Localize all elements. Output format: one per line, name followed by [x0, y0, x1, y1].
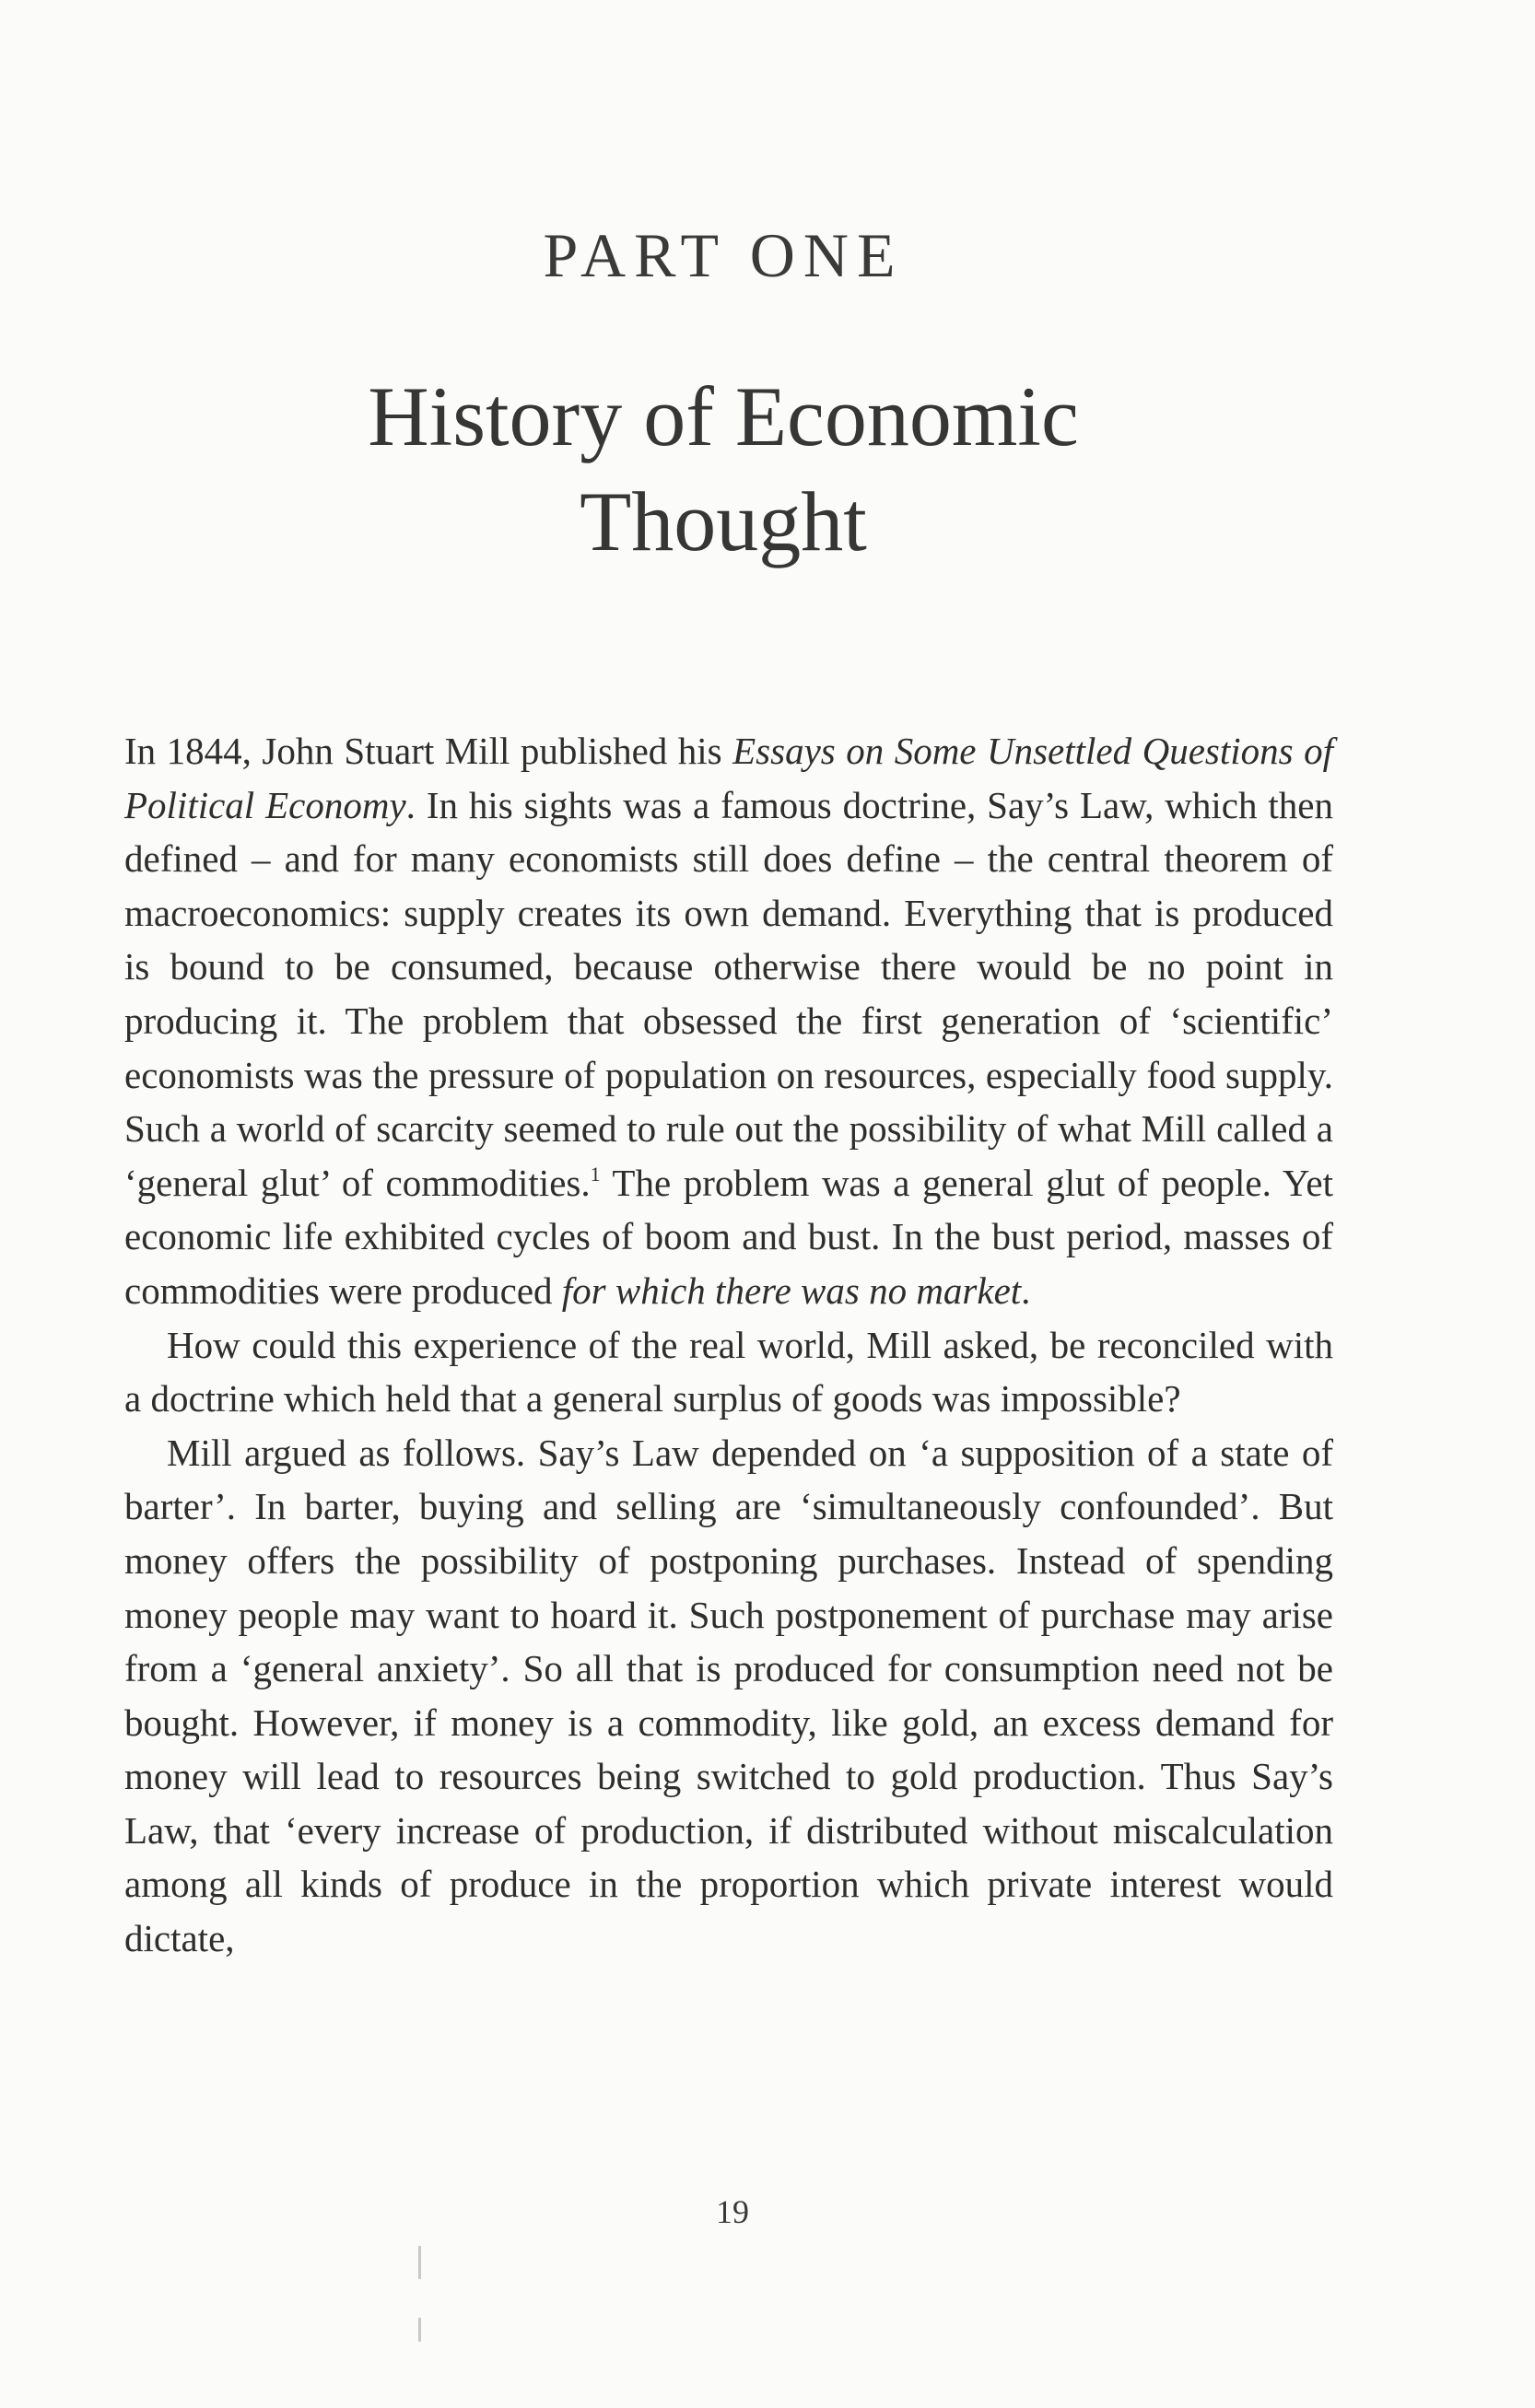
- paragraph-1: [124, 724, 1333, 1318]
- scan-artifact-mark: [418, 2318, 421, 2342]
- scan-artifact-mark: [418, 2246, 421, 2279]
- emphasis-italic: for which there was no market: [561, 1268, 1022, 1312]
- paragraph-1-text-f: .: [1021, 1268, 1031, 1312]
- paragraph-1-text-c: . In his sights was a famous doctrine, Say’s Law, which then defined – and for many economists still does define – the central theorem of macroeconomics: supply creates its own demand. Everything that is produced is bound to be consumed, because otherwise there would be no point in producing it. The problem that obsessed the first generation of ‘scientific’ economists was the pressure of population on resources, especially food supply. Such a world of scarcity seemed to rule out the possibility of what Mill called a ‘general glut’ of commodities.: [124, 783, 1333, 1204]
- book-title-italic: Essays on Some Unsettled Questions of Political Economy: [124, 730, 1333, 826]
- paragraph-2: How could this experience of the real world, Mill asked, be reconciled with a doctrine which held that a general surplus of goods was impossible?: [124, 1323, 1333, 1420]
- part-title-line-2: Thought: [580, 474, 867, 568]
- part-title: [0, 364, 1447, 574]
- part-title-line-1: History of Economic: [368, 369, 1079, 463]
- part-heading: PART ONE: [543, 220, 904, 290]
- page-number: 19: [716, 2193, 749, 2230]
- paragraph-3: Mill argued as follows. Say’s Law depended on ‘a supposition of a state of barter’. In barter, buying and selling are ‘simultaneously confounded’. But money offers the possibility of postponing purchases. Instead of spending money people may want to hoard it. Such postponement of purchase may arise from a ‘general anxiety’. So all that is produced for consumption need not be bought. However, if money is a commodity, like gold, an excess demand for money will lead to resources being switched to gold production. Thus Say’s Law, that ‘every increase of production, if distributed without miscalculation among all kinds of produce in the proportion which private interest would dictate,: [124, 1431, 1333, 1960]
- body-text: [124, 724, 1333, 1966]
- footnote-marker: 1: [590, 1162, 601, 1186]
- paragraph-1-text-d: The problem was a general glut of people. Yet economic life exhibited cycles of boom and bust. In the bust period, masses of commodities were produced: [124, 1161, 1333, 1312]
- paragraph-1-text-a: In 1844, John Stuart Mill published his: [124, 730, 733, 772]
